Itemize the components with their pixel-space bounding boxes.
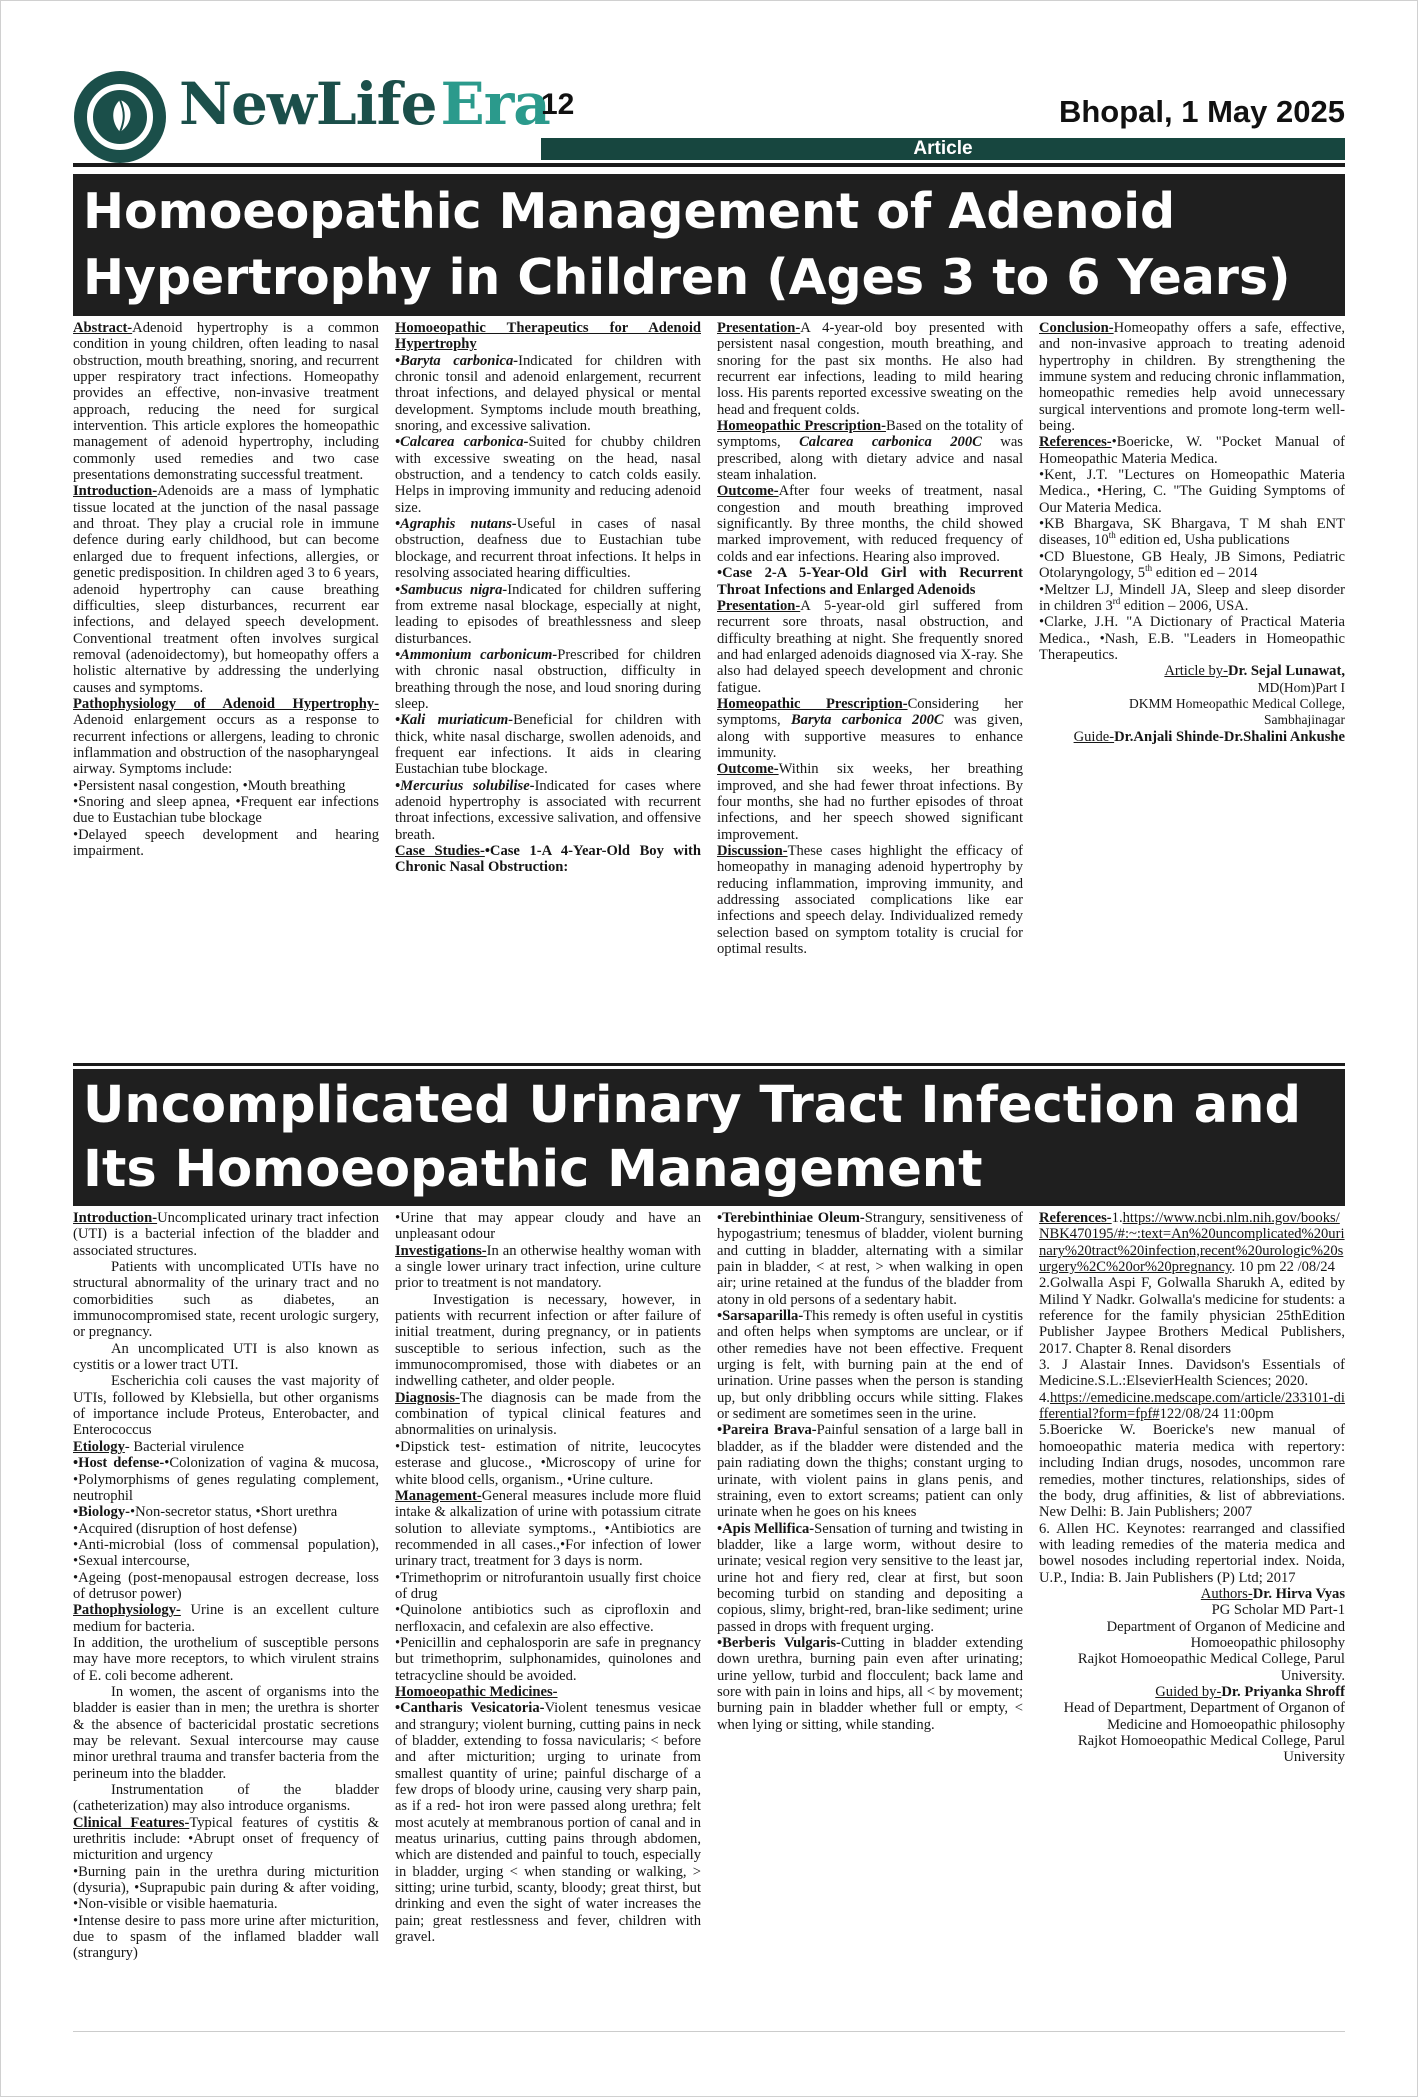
presentation-heading: Presentation- xyxy=(717,320,801,336)
article-1-headline xyxy=(73,174,1345,316)
medicine-name: •Sarsaparilla- xyxy=(717,1308,804,1325)
author-name: Dr. Hirva Vyas xyxy=(1252,1585,1345,1602)
authors-label: Authors- xyxy=(1200,1585,1253,1602)
superscript: rd xyxy=(1112,595,1121,606)
reference-item xyxy=(1039,1210,1345,1275)
medicine-name: •Terebinthiniae Oleum- xyxy=(717,1210,865,1226)
guide-name: Dr.Anjali Shinde-Dr.Shalini Ankushe xyxy=(1114,728,1345,745)
diagnosis-text: The diagnosis can be made from the combination of typical clinical features and abnormalities on urinalysis. xyxy=(395,1389,701,1439)
management-text: General measures include more fluid intake & alkalization of urine with potassium citrate solution to alleviate symptoms., •Antibiotics are recommended in all cases.,•For infection of lower urinary tract, treatment for 3 days is norm. xyxy=(395,1487,701,1570)
remedy-text: Beneficial for children with thick, white nasal discharge, swollen adenoids, and frequent ear infections. It aids in clearing Eustachian tube blockage. xyxy=(395,712,701,778)
discussion-paragraph xyxy=(717,843,1023,957)
reference-item xyxy=(1039,1390,1345,1423)
reference-item: •Kent, J.T. "Lectures on Homeopathic Materia Medica., •Hering, C. "The Guiding Symptoms of Our Materia Medica. xyxy=(1039,467,1345,516)
remedy-name: •Mercurius solubilise- xyxy=(395,777,535,794)
prescription-heading: Homeopathic Prescription- xyxy=(717,695,908,712)
author-affiliation: Department of Organon of Medicine and Homoeopathic philosophy xyxy=(1106,1618,1345,1651)
remedy-item xyxy=(395,516,701,581)
prescription-text: was given, along with supportive measures to enhance immunity. xyxy=(717,712,1023,761)
medicine-item xyxy=(717,1635,1023,1733)
reference-text: edition – 2006, USA. xyxy=(1120,597,1249,614)
presentation-text: A 5-year-old girl suffered from recurrent sore throats, nasal obstruction, and difficulty breathing at night. She frequently snored and had enlarged adenoids diagnosed via X-ray. She also had delayed speech development and chronic fatigue. xyxy=(717,597,1023,696)
case-1-presentation xyxy=(717,320,1023,418)
medicine-name: •Berberis Vulgaris- xyxy=(717,1634,841,1651)
article-2-column-2 xyxy=(395,1210,701,2030)
remedy-text: Indicated for cases where adenoid hypertrophy is associated with recurrent throat infections, excessive salivation, and offensive breath. xyxy=(395,777,701,843)
remedy-text: Indicated for children with chronic tonsil and adenoid enlargement, recurrent throat infections, and delayed physical or mental development. Symptoms include mouth breathing, snoring, and excessive salivation. xyxy=(395,352,701,435)
introduction-text: Uncomplicated urinary tract infection (UTI) is a bacterial infection of the bladder and associated structures. xyxy=(73,1210,379,1259)
case-studies-heading: Case Studies- xyxy=(395,843,485,859)
discussion-heading: Discussion- xyxy=(717,843,788,859)
article-1-column-3 xyxy=(717,320,1023,1065)
outcome-heading: Outcome- xyxy=(717,483,779,500)
pathophysiology-text: Adenoid enlargement occurs as a response to recurrent infections or allergens, leading to chronic inflammation and obstruction of the nasopharyngeal airway. Symptoms include: xyxy=(73,712,379,778)
remedy-name: •Kali muriaticum- xyxy=(395,712,514,729)
article-2-column-4 xyxy=(1039,1210,1345,2030)
medicine-text: This remedy is often useful in cystitis and often helps when symptoms are unclear, or if other remedies have not been effective. Frequent urging is felt, with burning pain at the end of urination. Urine passes when the person is standing up, but only dribbling occurs while sitting. Flakes or sediment are sometimes seen in the urine. xyxy=(717,1308,1023,1423)
dateline: Bhopal, 1 May 2025 xyxy=(1058,94,1345,129)
pathophysiology-paragraph xyxy=(73,1602,379,1635)
pathophysiology-text: Urine is an excellent culture medium for bacteria. xyxy=(73,1602,379,1635)
article-2-headline xyxy=(73,1069,1345,1206)
medicine-text: Painful sensation of a large ball in bladder, as if the bladder were distended and the pain radiating down the thighs; constant urging to urinate, with violent pains in glans penis, and straining, even to extort screams; patient can only urinate when he goes on his knees xyxy=(717,1422,1023,1521)
remedy-name: •Calcarea carbonica- xyxy=(395,434,529,451)
byline xyxy=(1039,663,1345,679)
reference-text: . 10 pm 22 /08/24 xyxy=(1231,1259,1335,1276)
guide-name: Dr. Priyanka Shroff xyxy=(1221,1683,1345,1700)
conclusion-text: Homeopathy offers a safe, effective, and non-invasive approach to treating adenoid hypertrophy in children. By strengthening the immune system and reducing chronic inflammation, homeopathic remedies help avoid unnecessary surgical interventions and promote long-term well-being. xyxy=(1039,320,1345,435)
medicine-text: Sensation of turning and twisting in bladder, like a large worm, without desire to urinate; vesical region very sensitive to the least jar, urine hot and fiery red, clear at first, but soon becoming turbid on standing and depositing a copious, slimy, bright-red, bran-like sediment; urine passed in drops with frequent urging. xyxy=(717,1520,1023,1635)
diagnosis-item: •Dipstick test- estimation of nitrite, leucocytes esterase and glucose., •Microscopy of urine for white blood cells, organism., •Urine culture. xyxy=(395,1438,701,1488)
symptom-item: •Delayed speech development and hearing impairment. xyxy=(73,826,379,859)
article-2-body xyxy=(73,1210,1345,2030)
body-paragraph: Escherichia coli causes the vast majority of UTIs, followed by Klebsiella, but other organisms of importance include Proteus, Enterobacter, and Enterococcus xyxy=(73,1373,379,1439)
introduction-paragraph xyxy=(73,483,379,695)
symptom-item: •Persistent nasal congestion, •Mouth breathing xyxy=(73,777,346,794)
authors-line xyxy=(1039,1586,1345,1602)
logo-word-newlife: NewLife xyxy=(179,70,437,138)
masthead xyxy=(73,66,1345,166)
medicine-text: Cutting in bladder extending down urethra, burning pain even after urinating; urine yellow, turbid and flocculent; back lame and sore with pain in loins and hips, all < by movement; burning pain in bladder whether full or empty, < when lying or sitting, while standing. xyxy=(717,1634,1023,1733)
case-2-outcome xyxy=(717,761,1023,843)
reference-text: 4. xyxy=(1039,1389,1050,1406)
body-paragraph: An uncomplicated UTI is also known as cystitis or a lower tract UTI. xyxy=(73,1340,379,1374)
medicine-item xyxy=(717,1521,1023,1635)
etiology-heading: Etiology xyxy=(73,1438,125,1455)
case-studies-heading-line xyxy=(395,843,701,876)
pathophysiology-heading: Pathophysiology- xyxy=(73,1602,181,1619)
reference-item: •Clarke, J.H. "A Dictionary of Practical Materia Medica., •Nash, E.B. "Leaders in Homeopathic Therapeutics. xyxy=(1039,614,1345,663)
investigations-text: In an otherwise healthy woman with a single lower urinary tract infection, urine culture prior to treatment is not mandatory. xyxy=(395,1242,701,1292)
remedy-item xyxy=(395,353,701,435)
management-heading: Management- xyxy=(395,1487,482,1504)
guide-affiliation: Rajkot Homoeopathic Medical College, Parul University xyxy=(1077,1733,1345,1766)
masthead-rule xyxy=(73,163,1345,167)
diagnosis-heading: Diagnosis- xyxy=(395,1389,460,1406)
remedy-text: Useful in cases of nasal obstruction, deafness due to Eustachian tube blockage, and recurrent throat infections. It helps in resolving associated hearing difficulties. xyxy=(395,516,701,582)
case-2-title: •Case 2-A 5-Year-Old Girl with Recurrent Throat Infections and Enlarged Adenoids xyxy=(717,565,1023,598)
reference-text: •CD Bluestone, GB Healy, JB Simons, Pediatric Otolaryngology, 5 xyxy=(1039,548,1345,582)
page-number: 12 xyxy=(541,88,575,121)
homoeopathic-medicines-heading: Homoeopathic Medicines- xyxy=(395,1683,558,1700)
etiology-item xyxy=(73,1504,379,1520)
prescription-text: Considering her symptoms, xyxy=(717,695,1023,729)
etiology-label: •Biology- xyxy=(73,1504,130,1521)
symptom-item: •Snoring and sleep apnea, •Frequent ear infections due to Eustachian tube blockage xyxy=(73,793,379,827)
clinical-feature-item: •Urine that may appear cloudy and have an unpleasant odour xyxy=(395,1210,701,1243)
conclusion-paragraph xyxy=(1039,320,1345,434)
presentation-text: A 4-year-old boy presented with persistent nasal congestion, mouth breathing, and snoring for the past six months. He also had recurrent ear infections, leading to mild hearing loss. His parents reported excessive sweating on the head and frequent colds. xyxy=(717,320,1023,418)
etiology-item xyxy=(73,1455,379,1504)
conclusion-heading: Conclusion- xyxy=(1039,320,1114,336)
superscript: th xyxy=(1108,530,1116,541)
medicine-name: •Cantharis Vesicatoria- xyxy=(395,1700,545,1717)
newlife-logo-icon xyxy=(73,70,167,164)
remedy-text: Suited for chubby children with excessive sweating on the head, nasal obstruction, and a tendency to catch colds easily. Helps in improving immunity and reducing adenoid size. xyxy=(395,434,701,516)
diagnosis-paragraph xyxy=(395,1390,701,1439)
headline-line: Homoeopathic Management of Adenoid xyxy=(83,183,1176,240)
etiology-text: •Colonization of vagina & mucosa, •Polymorphisms of genes regulating complement, neutrophil xyxy=(73,1455,379,1504)
outcome-text: Within six weeks, her breathing improved, and she had fewer throat infections. By four months, she had no further episodes of throat infections, and her speech showed significant improvement. xyxy=(717,761,1023,843)
body-paragraph: Instrumentation of the bladder (catheterization) may also introduce organisms. xyxy=(73,1782,379,1815)
guide-label: Guide- xyxy=(1073,728,1115,745)
case-1-outcome xyxy=(717,483,1023,565)
medicine-text: Violent tenesmus vesicae and strangury; violent burning, cutting pains in neck of bladder, extending to fossa navicularis; < before and after micturition; urging to urinate from smallest quantity of urine; painful discharge of a few drops of bloody urine, causing very sharp pain, as if a red- hot iron were passed along urethra; felt most acutely at membranous portion of canal and in meatus urinarius, cutting pains through abdomen, which are distended and painful to touch, especially in bladder, urging < when standing or walking, > sitting; urine turbid, scanty, bloody; great thirst, but drinking and even the sight of water increases the pain; great restlessness and fever, children with gravel. xyxy=(395,1700,701,1946)
prescription-text: Based on the totality of symptoms, xyxy=(717,418,1023,451)
investigations-heading: Investigations- xyxy=(395,1242,487,1259)
abstract-paragraph xyxy=(73,320,379,483)
remedy-name: •Agraphis nutans- xyxy=(395,516,517,533)
newlife-era-wordmark xyxy=(179,70,599,160)
remedy-item xyxy=(395,712,701,777)
prescribed-remedy: Calcarea carbonica 200C xyxy=(799,434,982,451)
reference-item xyxy=(1039,434,1345,467)
reference-text: •Meltzer LJ, Mindell JA, Sleep and sleep disorder in children 3 xyxy=(1039,581,1345,614)
remedy-item xyxy=(395,647,701,712)
etiology-text: - Bacterial virulence xyxy=(124,1438,245,1455)
discussion-text: These cases highlight the efficacy of homeopathy in managing adenoid hypertrophy by reducing inflammation, improving immunity, and addressing associated complications like ear infections and speech delay. Individualized remedy selection based on symptom totality is crucial for optimal results. xyxy=(717,843,1023,958)
management-item: •Quinolone antibiotics such as ciprofloxin and nerfloxacin, and cefalexin are also effective. xyxy=(395,1602,701,1635)
byline-label: Article by- xyxy=(1164,663,1228,680)
references-heading: References- xyxy=(1039,1210,1112,1226)
article-2-column-1 xyxy=(73,1210,379,2030)
headline-line: Hypertrophy in Children (Ages 3 to 6 Years) xyxy=(83,249,1291,306)
remedy-name: •Sambucus nigra- xyxy=(395,581,508,598)
introduction-heading: Introduction- xyxy=(73,483,158,500)
etiology-item: •Acquired (disruption of host defense) xyxy=(73,1520,297,1537)
reference-item xyxy=(1039,582,1345,615)
reference-text: •Boericke, W. "Pocket Manual of Homeopathic Materia Medica. xyxy=(1039,434,1345,467)
introduction-paragraph xyxy=(73,1210,379,1259)
logo-word-era: Era xyxy=(440,70,550,138)
remedy-text: Prescribed for children with chronic nasal obstruction, difficulty in breathing through the nose, and loud snoring during sleep. xyxy=(395,646,701,712)
outcome-heading: Outcome- xyxy=(717,761,779,778)
reference-text: 1. xyxy=(1111,1210,1123,1226)
medicine-item xyxy=(717,1308,1023,1422)
reference-item xyxy=(1039,516,1345,549)
medicine-item xyxy=(717,1422,1023,1520)
bottom-rule xyxy=(73,2031,1345,2032)
clinical-features-paragraph xyxy=(73,1815,379,1864)
author-affiliation: Rajkot Homoeopathic Medical College, Parul University. xyxy=(1077,1651,1345,1684)
remedy-item xyxy=(395,434,701,516)
prescribed-remedy: Baryta carbonica 200C xyxy=(790,712,944,729)
guide-line xyxy=(1039,729,1345,745)
medicine-item xyxy=(717,1210,1023,1308)
medicine-item xyxy=(395,1700,701,1945)
investigations-paragraph xyxy=(395,1243,701,1292)
article-1-body xyxy=(73,320,1345,1065)
article-2-column-3 xyxy=(717,1210,1023,2030)
medicine-name: •Pareira Brava- xyxy=(717,1422,817,1439)
therapeutics-heading: Homoeopathic Therapeutics for Adenoid Hypertrophy xyxy=(395,320,701,353)
reference-link[interactable]: https://www.ncbi.nlm.nih.gov/books/NBK470195/#:~:text=An%20uncomplicated%20urinary%20tract%20infection,recent%20urologic%20surgery%2C%20or%20pregnancy xyxy=(1039,1210,1345,1276)
body-paragraph: Investigation is necessary, however, in patients with recurrent infection or after failure of initial treatment, during pregnancy, or in patients susceptible to serious infection, such as the immunocompromised, those with diabetes or an indwelling catheter, and older people. xyxy=(395,1291,701,1390)
pathophysiology-paragraph xyxy=(73,696,379,778)
management-item: •Penicillin and cephalosporin are safe in pregnancy but trimethoprim, sulphonamides, quinolones and tetracycline should be avoided. xyxy=(395,1634,701,1684)
guided-by-line xyxy=(1039,1684,1345,1700)
remedy-name: •Ammonium carbonicum- xyxy=(395,646,558,663)
case-2-presentation xyxy=(717,598,1023,696)
references-heading: References- xyxy=(1039,434,1112,451)
case-2-prescription xyxy=(717,696,1023,761)
reference-item xyxy=(1039,549,1345,582)
reference-link[interactable]: https://emedicine.medscape.com/article/233101-differential?form=fpf# xyxy=(1039,1389,1345,1423)
author-affiliation: Sambhajinagar xyxy=(1264,712,1345,728)
etiology-item: •Ageing (post-menopausal estrogen decrease, loss of detrusor power) xyxy=(73,1569,379,1602)
author-affiliation: DKMM Homeopathic Medical College, xyxy=(1129,695,1345,711)
body-paragraph: Patients with uncomplicated UTIs have no structural abnormality of the urinary tract and no comorbidities such as diabetes, an immunocompromised state, recent urologic surgery, or pregnancy. xyxy=(73,1259,379,1341)
clinical-feature-item: •Burning pain in the urethra during micturition (dysuria), •Suprapubic pain during & after voiding, •Non-visible or visible haematuria. xyxy=(73,1863,379,1913)
guide-affiliation: Head of Department, Department of Organon of Medicine and Homoeopathic philosophy xyxy=(1063,1700,1345,1733)
clinical-feature-item: •Intense desire to pass more urine after micturition, due to spasm of the inflamed bladder wall (strangury) xyxy=(73,1912,379,1962)
reference-text: 122/08/24 11:00pm xyxy=(1159,1406,1274,1423)
article-separator xyxy=(73,1063,1345,1066)
article-1-column-1 xyxy=(73,320,379,1065)
clinical-features-text: Typical features of cystitis & urethritis include: •Abrupt onset of frequency of micturition and urgency xyxy=(73,1814,379,1864)
author-affiliation: PG Scholar MD Part-1 xyxy=(1211,1602,1345,1619)
case-1-prescription xyxy=(717,418,1023,483)
outcome-text: After four weeks of treatment, nasal congestion and mouth breathing improved significantly. By three months, the child showed marked improvement, with reduced frequency of colds and ear infections. Hearing also improved. xyxy=(717,483,1023,565)
reference-item: 5.Boericke W. Boericke's new manual of homoeopathic materia medica with repertory: including Indian drugs, nosodes, uncommon rare remedies, mother tinctures, relationships, sides of the body, drug affinities, & list of abbreviations. New Delhi: B. Jain Publishers; 2007 xyxy=(1039,1422,1345,1521)
presentation-heading: Presentation- xyxy=(717,597,801,614)
body-paragraph: In addition, the urothelium of susceptible persons may have more receptors, to which virulent strains of E. coli become adherent. xyxy=(73,1634,379,1684)
author-name: Dr. Sejal Lunawat, xyxy=(1227,663,1345,680)
superscript: th xyxy=(1145,563,1153,574)
medicine-name: •Apis Mellifica- xyxy=(717,1520,815,1537)
introduction-text: Adenoids are a mass of lymphatic tissue located at the junction of the nasal passage and throat. They play a crucial role in immune defence during early childhood, but can become enlarged due to frequent infections, allergies, or genetic predisposition. In children aged 3 to 6 years, adenoid hypertrophy can cause breathing difficulties, sleep disturbances, recurrent ear infections, and delayed speech development. Conventional treatment often involves surgical removal (adenoidectomy), but homeopathy offers a holistic alternative by addressing the underlying causes and symptoms. xyxy=(73,483,379,696)
reference-text: •KB Bhargava, SK Bhargava, T M shah ENT diseases, 10 xyxy=(1039,516,1345,549)
reference-text: edition ed – 2014 xyxy=(1152,565,1258,582)
clinical-features-heading: Clinical Features- xyxy=(73,1814,190,1831)
article-1-column-2 xyxy=(395,320,701,1065)
body-paragraph: In women, the ascent of organisms into the bladder is easier than in men; the urethra is shorter & the absence of bactericidal prostatic secretions may be relevant. Sexual intercourse may cause minor urethral trauma and transfer bacteria from the perineum into the bladder. xyxy=(73,1683,379,1782)
case-1-title: •Case 1-A 4-Year-Old Boy with Chronic Nasal Obstruction: xyxy=(395,843,701,876)
headline-line: Uncomplicated Urinary Tract Infection and xyxy=(83,1076,1301,1135)
remedy-name: •Baryta carbonica- xyxy=(395,352,519,369)
author-affiliation: MD(Hom)Part I xyxy=(1257,679,1345,695)
etiology-label: •Host defense- xyxy=(73,1455,165,1472)
reference-item: 2.Golwalla Aspi F, Golwalla Sharukh A, edited by Milind Y Nadkr. Golwalla's medicine for students: a reference for the family physician 25thEdition Publisher Jaypee Brothers Medical Publishers, 2017. Chapter 8. Renal disorders xyxy=(1039,1275,1345,1357)
etiology-item: •Anti-microbial (loss of commensal population), •Sexual intercourse, xyxy=(73,1536,379,1570)
pathophysiology-heading: Pathophysiology of Adenoid Hypertrophy- xyxy=(73,695,379,712)
reference-item: 6. Allen HC. Keynotes: rearranged and classified with leading remedies of the materia medica and bowel nosodes including repertorial index. Noida, U.P., India: B. Jain Publishers (P) Ltd; 2017 xyxy=(1039,1520,1345,1586)
remedy-text: Indicated for children suffering from extreme nasal blockage, especially at night, leading to episodes of breathlessness and sleep disturbances. xyxy=(395,581,701,647)
introduction-heading: Introduction- xyxy=(73,1210,158,1226)
etiology-line xyxy=(73,1439,379,1455)
section-label: Article xyxy=(541,138,1345,160)
prescription-heading: Homeopathic Prescription- xyxy=(717,418,886,435)
abstract-text: Adenoid hypertrophy is a common condition in young children, often leading to nasal obstruction, mouth breathing, snoring, and recurrent upper respiratory tract infections. Homeopathy provides an effective, non-invasive treatment approach, reducing the need for surgical intervention. This article explores the homeopathic management of adenoid hypertrophy, including commonly used remedies and two case presentations demonstrating successful treatment. xyxy=(73,320,379,484)
prescription-text: was prescribed, along with dietary advice and nasal steam inhalation. xyxy=(717,434,1023,484)
abstract-heading: Abstract- xyxy=(73,320,133,336)
reference-item: 3. J Alastair Innes. Davidson's Essentials of Medicine.S.L.:ElsevierHealth Sciences; 2020. xyxy=(1039,1357,1345,1390)
remedy-item xyxy=(395,582,701,647)
reference-text: edition ed, Usha publications xyxy=(1115,532,1290,549)
management-paragraph xyxy=(395,1488,701,1570)
remedy-item xyxy=(395,778,701,843)
guided-by-label: Guided by- xyxy=(1155,1683,1222,1700)
article-1-column-4 xyxy=(1039,320,1345,1065)
management-item: •Trimethoprim or nitrofurantoin usually first choice of drug xyxy=(395,1569,701,1602)
headline-line: Its Homoeopathic Management xyxy=(83,1140,983,1199)
medicine-text: Strangury, sensitiveness of hypogastrium; tenesmus of bladder, violent burning and cutting in bladder, alternating with a similar pain in bladder, < at rest, > when walking in open air; urine retained at the fundus of the bladder from atony in old persons of a sedentary habit. xyxy=(717,1210,1023,1308)
etiology-text: •Non-secretor status, •Short urethra xyxy=(130,1504,338,1521)
